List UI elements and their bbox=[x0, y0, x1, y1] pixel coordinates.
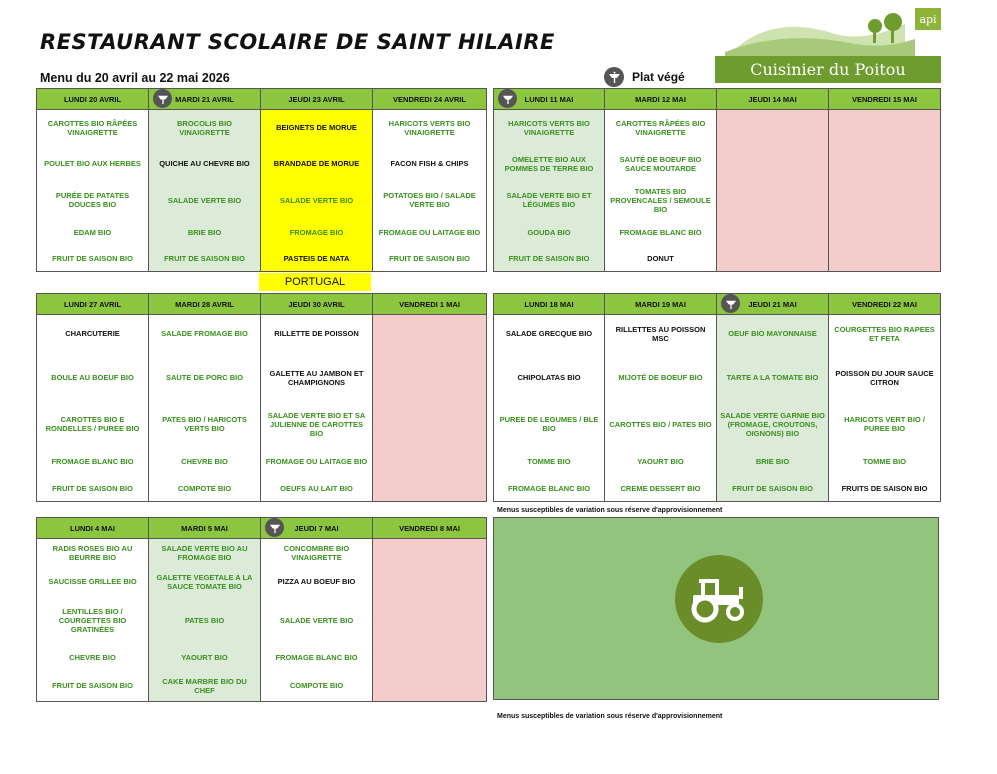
menu-cell: SALADE VERTE BIO AU FROMAGE BIO bbox=[149, 539, 261, 567]
menu-period: Menu du 20 avril au 22 mai 2026 bbox=[40, 71, 230, 85]
menu-cell: SAUTE DE PORC BIO bbox=[149, 353, 261, 403]
cuisinier-du-poitou-logo bbox=[715, 4, 941, 83]
day-header bbox=[149, 89, 261, 110]
menu-cell: CAROTTES BIO RÂPÉES VINAIGRETTE bbox=[37, 110, 149, 146]
menu-cell: YAOURT BIO bbox=[149, 645, 261, 671]
menu-cell: BROCOLIS BIO VINAIGRETTE bbox=[149, 110, 261, 146]
menu-cell: FRUIT DE SAISON BIO bbox=[37, 246, 149, 272]
holiday-cell bbox=[717, 146, 829, 182]
menu-cell: FROMAGE BLANC BIO bbox=[37, 446, 149, 477]
theme-label: PORTUGAL bbox=[259, 273, 371, 291]
menu-row-side bbox=[37, 597, 487, 645]
day-header: JEUDI 30 AVRIL bbox=[261, 294, 373, 315]
menu-cell: CHEVRE BIO bbox=[149, 446, 261, 477]
day-header: MARDI 12 MAI bbox=[605, 89, 717, 110]
vegetarian-dish-icon bbox=[153, 89, 172, 108]
holiday-cell bbox=[373, 671, 487, 702]
menu-cell: PATES BIO / HARICOTS VERTS BIO bbox=[149, 403, 261, 446]
menu-row-cheese bbox=[37, 219, 487, 246]
menu-row-cheese bbox=[494, 219, 941, 246]
week-header-row bbox=[494, 89, 941, 110]
logo-text: Cuisinier du Poitou bbox=[715, 56, 941, 83]
week-header-row bbox=[37, 89, 487, 110]
menu-cell: GOUDA BIO bbox=[494, 219, 605, 246]
menu-cell: POTATOES BIO / SALADE VERTE BIO bbox=[373, 182, 487, 219]
menu-cell: SALADE VERTE BIO bbox=[149, 182, 261, 219]
menu-cell: RILLETTE DE POISSON bbox=[261, 315, 373, 353]
menu-cell: FRUITS DE SAISON BIO bbox=[829, 477, 941, 502]
day-header-label: JEUDI 7 MAI bbox=[294, 523, 339, 533]
day-header: MARDI 19 MAI bbox=[605, 294, 717, 315]
menu-cell: HARICOTS VERT BIO / PUREE BIO bbox=[829, 403, 941, 446]
vegetarian-dish-icon bbox=[265, 518, 284, 537]
menu-week-1 bbox=[36, 88, 487, 272]
menu-cell: MIJOTÉ DE BOEUF BIO bbox=[605, 353, 717, 403]
day-header: JEUDI 14 MAI bbox=[717, 89, 829, 110]
holiday-cell bbox=[373, 403, 487, 446]
menu-row-dessert bbox=[494, 246, 941, 272]
menu-cell: PATES BIO bbox=[149, 597, 261, 645]
day-header: VENDREDI 1 MAI bbox=[373, 294, 487, 315]
menu-cell: CAROTTES RÂPÉES BIO VINAIGRETTE bbox=[605, 110, 717, 146]
menu-cell: OEUF BIO MAYONNAISE bbox=[717, 315, 829, 353]
tractor-icon bbox=[675, 555, 763, 643]
menu-cell: BOULE AU BOEUF BIO bbox=[37, 353, 149, 403]
menu-row-main bbox=[494, 146, 941, 182]
week-header-row bbox=[494, 294, 941, 315]
menu-cell: SAUCISSE GRILLEE BIO bbox=[37, 567, 149, 597]
menu-cell: LENTILLES BIO / COURGETTES BIO GRATINÉES bbox=[37, 597, 149, 645]
day-header: VENDREDI 24 AVRIL bbox=[373, 89, 487, 110]
menu-cell: RADIS ROSES BIO AU BEURRE BIO bbox=[37, 539, 149, 567]
holiday-cell bbox=[829, 219, 941, 246]
day-header-label: LUNDI 11 MAI bbox=[524, 94, 574, 104]
day-header bbox=[494, 89, 605, 110]
menu-cell: CHIPOLATAS BIO bbox=[494, 353, 605, 403]
menu-cell: HARICOTS VERTS BIO VINAIGRETTE bbox=[494, 110, 605, 146]
day-header: LUNDI 4 MAI bbox=[37, 518, 149, 539]
menu-cell: CREME DESSERT BIO bbox=[605, 477, 717, 502]
holiday-cell bbox=[373, 315, 487, 353]
menu-cell: FRUIT DE SAISON BIO bbox=[717, 477, 829, 502]
menu-cell: COMPOTE BIO bbox=[149, 477, 261, 502]
menu-cell: COURGETTES BIO RAPEES ET FETA bbox=[829, 315, 941, 353]
menu-cell: SALADE VERTE BIO ET SA JULIENNE DE CAROTTES BIO bbox=[261, 403, 373, 446]
menu-cell: SALADE FROMAGE BIO bbox=[149, 315, 261, 353]
menu-week-2 bbox=[493, 88, 941, 272]
menu-cell: GALETTE AU JAMBON ET CHAMPIGNONS bbox=[261, 353, 373, 403]
vegetarian-dish-icon bbox=[721, 294, 740, 313]
menu-cell: GALETTE VEGETALE A LA SAUCE TOMATE BIO bbox=[149, 567, 261, 597]
menu-cell: TARTE A LA TOMATE BIO bbox=[717, 353, 829, 403]
menu-cell: PUREE DE LEGUMES / BLE BIO bbox=[494, 403, 605, 446]
menu-cell: SALADE GRECQUE BIO bbox=[494, 315, 605, 353]
menu-row-main bbox=[494, 353, 941, 403]
menu-cell: FROMAGE BIO bbox=[261, 219, 373, 246]
menu-cell: SALADE VERTE BIO bbox=[261, 182, 373, 219]
menu-cell: TOMME BIO bbox=[829, 446, 941, 477]
menu-row-starter bbox=[37, 315, 487, 353]
menu-cell: CONCOMBRE BIO VINAIGRETTE bbox=[261, 539, 373, 567]
menu-cell: YAOURT BIO bbox=[605, 446, 717, 477]
menu-cell: SAUTÉ DE BOEUF BIO SAUCE MOUTARDE bbox=[605, 146, 717, 182]
holiday-cell bbox=[373, 645, 487, 671]
menu-cell: FRUIT DE SAISON BIO bbox=[37, 671, 149, 702]
menu-cell: FROMAGE OU LAITAGE BIO bbox=[373, 219, 487, 246]
day-header: JEUDI 23 AVRIL bbox=[261, 89, 373, 110]
menu-cell: FROMAGE BLANC BIO bbox=[261, 645, 373, 671]
menu-cell: FACON FISH & CHIPS bbox=[373, 146, 487, 182]
menu-row-main bbox=[37, 146, 487, 182]
menu-cell: SALADE VERTE GARNIE BIO (FROMAGE, CROUTONS, OIGNONS) BIO bbox=[717, 403, 829, 446]
menu-cell: PURÉE DE PATATES DOUCES BIO bbox=[37, 182, 149, 219]
menu-cell: SALADE VERTE BIO bbox=[261, 597, 373, 645]
menu-cell: CAROTTES BIO E RONDELLES / PUREE BIO bbox=[37, 403, 149, 446]
menu-cell: FROMAGE OU LAITAGE BIO bbox=[261, 446, 373, 477]
day-header: VENDREDI 15 MAI bbox=[829, 89, 941, 110]
menu-cell: TOMATES BIO PROVENCALES / SEMOULE BIO bbox=[605, 182, 717, 219]
menu-row-starter bbox=[494, 315, 941, 353]
menu-row-dessert bbox=[37, 671, 487, 702]
holiday-cell bbox=[373, 597, 487, 645]
day-header bbox=[717, 294, 829, 315]
day-header-label: MARDI 21 AVRIL bbox=[175, 94, 234, 104]
holiday-cell bbox=[717, 219, 829, 246]
menu-cell: OEUFS AU LAIT BIO bbox=[261, 477, 373, 502]
variation-note: Menus susceptibles de variation sous réserve d'approvisionnement bbox=[497, 507, 723, 514]
menu-cell: POULET BIO AUX HERBES bbox=[37, 146, 149, 182]
variation-note: Menus susceptibles de variation sous réserve d'approvisionnement bbox=[497, 713, 723, 720]
holiday-cell bbox=[829, 182, 941, 219]
tractor-panel bbox=[493, 517, 939, 700]
menu-cell: TOMME BIO bbox=[494, 446, 605, 477]
holiday-cell bbox=[373, 539, 487, 567]
vegetarian-dish-icon bbox=[498, 89, 517, 108]
menu-cell: HARICOTS VERTS BIO VINAIGRETTE bbox=[373, 110, 487, 146]
menu-week-3 bbox=[36, 293, 487, 502]
menu-row-dessert bbox=[494, 477, 941, 502]
menu-cell: OMELETTE BIO AUX POMMES DE TERRE BIO bbox=[494, 146, 605, 182]
menu-cell: QUICHE AU CHEVRE BIO bbox=[149, 146, 261, 182]
day-header: LUNDI 20 AVRIL bbox=[37, 89, 149, 110]
holiday-cell bbox=[717, 246, 829, 272]
menu-cell: PIZZA AU BOEUF BIO bbox=[261, 567, 373, 597]
menu-cell: POISSON DU JOUR SAUCE CITRON bbox=[829, 353, 941, 403]
menu-cell: FROMAGE BLANC BIO bbox=[494, 477, 605, 502]
menu-cell: EDAM BIO bbox=[37, 219, 149, 246]
menu-cell: FRUIT DE SAISON BIO bbox=[494, 246, 605, 272]
week-header-row bbox=[37, 294, 487, 315]
week-header-row bbox=[37, 518, 487, 539]
menu-row-main bbox=[37, 567, 487, 597]
menu-cell: BRIE BIO bbox=[717, 446, 829, 477]
menu-row-starter bbox=[37, 539, 487, 567]
menu-cell: DONUT bbox=[605, 246, 717, 272]
day-header: VENDREDI 8 MAI bbox=[373, 518, 487, 539]
holiday-cell bbox=[829, 146, 941, 182]
logo-landscape bbox=[715, 4, 941, 56]
day-header: MARDI 28 AVRIL bbox=[149, 294, 261, 315]
menu-cell: BRIE BIO bbox=[149, 219, 261, 246]
menu-row-side bbox=[494, 182, 941, 219]
vegetarian-dish-icon bbox=[604, 67, 624, 87]
day-header: LUNDI 18 MAI bbox=[494, 294, 605, 315]
holiday-cell bbox=[373, 353, 487, 403]
menu-cell: BRANDADE DE MORUE bbox=[261, 146, 373, 182]
logo-badge: api bbox=[915, 8, 941, 30]
menu-cell: FRUIT DE SAISON BIO bbox=[37, 477, 149, 502]
menu-cell: COMPOTE BIO bbox=[261, 671, 373, 702]
menu-cell: FRUIT DE SAISON BIO bbox=[373, 246, 487, 272]
day-header bbox=[261, 518, 373, 539]
menu-cell: RILLETTES AU POISSON MSC bbox=[605, 315, 717, 353]
menu-row-side bbox=[37, 182, 487, 219]
veg-legend bbox=[604, 67, 685, 87]
day-header: VENDREDI 22 MAI bbox=[829, 294, 941, 315]
menu-cell: SALADE VERTE BIO ET LÉGUMES BIO bbox=[494, 182, 605, 219]
menu-row-starter bbox=[37, 110, 487, 146]
holiday-cell bbox=[717, 182, 829, 219]
menu-row-main bbox=[37, 353, 487, 403]
menu-cell: CHARCUTERIE bbox=[37, 315, 149, 353]
menu-cell: PASTEIS DE NATA bbox=[261, 246, 373, 272]
menu-cell: BEIGNETS DE MORUE bbox=[261, 110, 373, 146]
holiday-cell bbox=[373, 477, 487, 502]
menu-row-dessert bbox=[37, 246, 487, 272]
menu-cell: FRUIT DE SAISON BIO bbox=[149, 246, 261, 272]
holiday-cell bbox=[717, 110, 829, 146]
menu-row-cheese bbox=[37, 645, 487, 671]
veg-legend-label: Plat végé bbox=[632, 70, 685, 84]
menu-row-cheese bbox=[37, 446, 487, 477]
menu-week-4 bbox=[493, 293, 941, 502]
menu-row-side bbox=[494, 403, 941, 446]
menu-cell: FROMAGE BLANC BIO bbox=[605, 219, 717, 246]
holiday-cell bbox=[829, 110, 941, 146]
page-title: RESTAURANT SCOLAIRE DE SAINT HILAIRE bbox=[40, 30, 555, 54]
menu-row-starter bbox=[494, 110, 941, 146]
day-header: MARDI 5 MAI bbox=[149, 518, 261, 539]
menu-cell: CAROTTES BIO / PATES BIO bbox=[605, 403, 717, 446]
menu-cell: CAKE MARBRE BIO DU CHEF bbox=[149, 671, 261, 702]
day-header-label: JEUDI 21 MAI bbox=[748, 299, 797, 309]
menu-row-side bbox=[37, 403, 487, 446]
menu-row-cheese bbox=[494, 446, 941, 477]
holiday-cell bbox=[829, 246, 941, 272]
menu-cell: CHEVRE BIO bbox=[37, 645, 149, 671]
menu-week-5 bbox=[36, 517, 487, 702]
day-header: LUNDI 27 AVRIL bbox=[37, 294, 149, 315]
holiday-cell bbox=[373, 446, 487, 477]
menu-row-dessert bbox=[37, 477, 487, 502]
holiday-cell bbox=[373, 567, 487, 597]
